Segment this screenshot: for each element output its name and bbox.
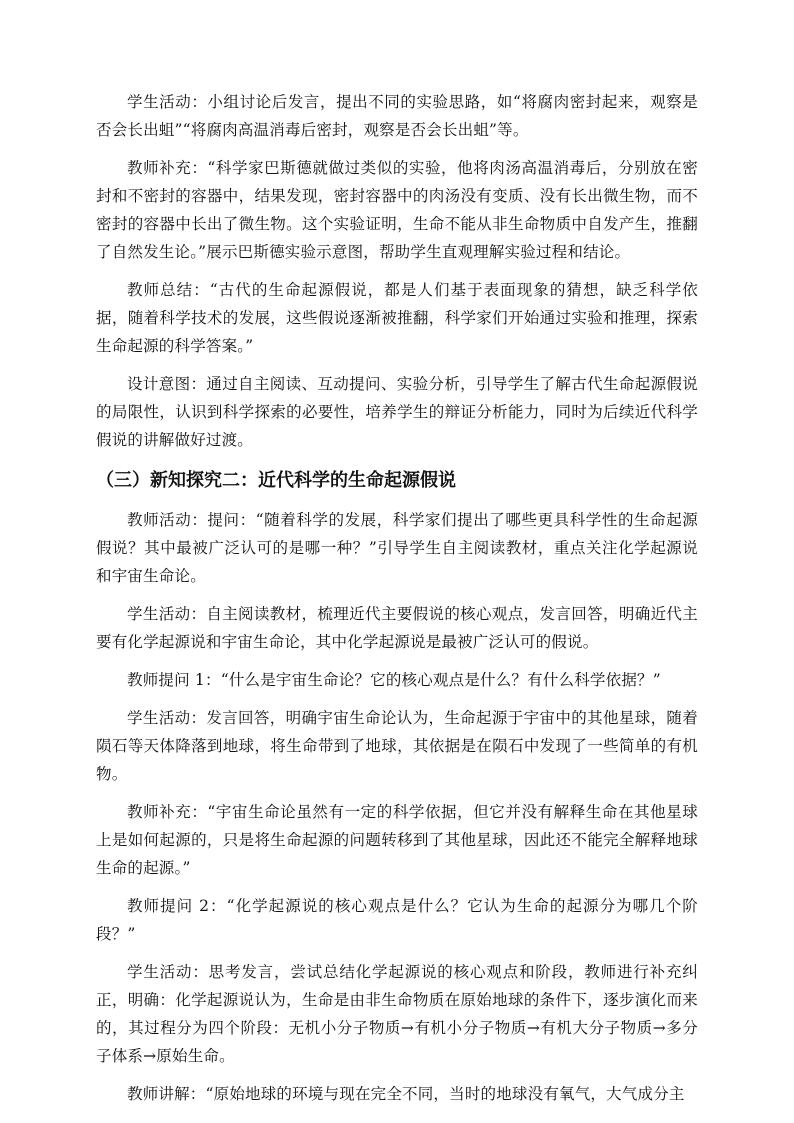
paragraph-teacher-supplement-pasteur: 教师补充：“科学家巴斯德就做过类似的实验，他将肉汤高温消毒后，分别放在密封和不密封的容器中，结果发现，密封容器中的肉汤没有变质、没有长出微生物，而不密封的容器中长出了微生物。这个实验证明，生命不能从非生命物质中自发产生，推翻了自然发生论。”展示巴斯德实验示意图，帮助学生直观理解实验过程和结论。 xyxy=(96,159,698,261)
paragraph-teacher-question-1: 教师提问 1：“什么是宇宙生命论？它的核心观点是什么？有什么科学依据？” xyxy=(127,671,661,689)
paragraph-teacher-summary: 教师总结：“古代的生命起源假说，都是人们基于表面现象的猜想，缺乏科学依据，随着科学技术的发展，这些假说逐渐被推翻，科学家们开始通过实验和推理，探索生命起源的科学答案。” xyxy=(96,281,698,355)
paragraph-student-activity-cosmic: 学生活动：发言回答，明确宇宙生命论认为，生命起源于宇宙中的其他星球，随着陨石等天体降落到地球，将生命带到了地球，其依据是在陨石中发现了一些简单的有机物。 xyxy=(96,709,698,783)
paragraph-teacher-question-2: 教师提问 2：“化学起源说的核心观点是什么？它认为生命的起源分为哪几个阶段？” xyxy=(96,897,698,943)
paragraph-teacher-lecture: 教师讲解：“原始地球的环境与现在完全不同，当时的地球没有氧气，大气成分主 xyxy=(127,1085,685,1103)
paragraph-teacher-activity-question: 教师活动：提问：“随着科学的发展，科学家们提出了哪些更具科学性的生命起源假说？其中最被广泛认可的是哪一种？”引导学生自主阅读教材，重点关注化学起源说和宇宙生命论。 xyxy=(96,511,698,585)
section-heading: （三）新知探究二：近代科学的生命起源假说 xyxy=(96,470,456,491)
paragraph-student-activity-chemical: 学生活动：思考发言，尝试总结化学起源说的核心观点和阶段，教师进行补充纠正，明确：化学起源说认为，生命是由非生命物质在原始地球的条件下，逐步演化而来的，其过程分为四个阶段：无机小分子物质→有机小分子物质→有机大分子物质→多分子体系→原始生命。 xyxy=(96,963,698,1065)
paragraph-student-activity-reading: 学生活动：自主阅读教材，梳理近代主要假说的核心观点，发言回答，明确近代主要有化学起源说和宇宙生命论，其中化学起源说是最被广泛认可的假说。 xyxy=(96,605,698,651)
paragraph-teacher-supplement-cosmic: 教师补充：“宇宙生命论虽然有一定的科学依据，但它并没有解释生命在其他星球上是如何起源的，只是将生命起源的问题转移到了其他星球，因此还不能完全解释地球生命的起源。” xyxy=(96,803,698,877)
paragraph-design-intent: 设计意图：通过自主阅读、互动提问、实验分析，引导学生了解古代生命起源假说的局限性，认识到科学探索的必要性，培养学生的辩证分析能力，同时为后续近代科学假说的讲解做好过渡。 xyxy=(96,375,698,449)
paragraph-student-activity-discussion: 学生活动：小组讨论后发言，提出不同的实验思路，如“将腐肉密封起来，观察是否会长出蛆”“将腐肉高温消毒后密封，观察是否会长出蛆”等。 xyxy=(96,93,698,139)
